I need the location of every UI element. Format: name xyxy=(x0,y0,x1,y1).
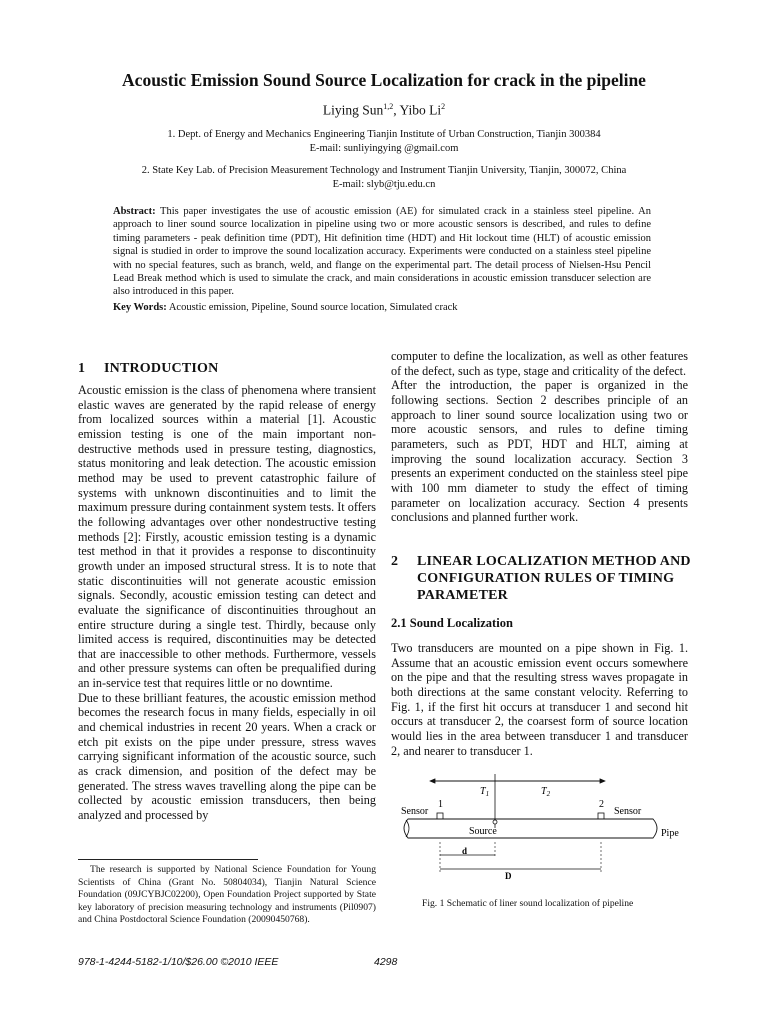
section-1-heading xyxy=(78,361,218,377)
keywords xyxy=(113,302,651,313)
author-1: Liying Sun xyxy=(322,102,384,118)
figure-1-diagram xyxy=(395,770,715,885)
affiliation-1 xyxy=(0,128,768,156)
subsection-2-1-text xyxy=(391,641,688,758)
intro-paragraph-2: Due to these brilliant features, the acoustic emission method becomes the research focus in many fields, especially in oil and chemical industries in recent 20 years. When a crack or etch pit exists on the pipe under pressure, stress waves carrying significant information of the acoustic source, such as crack dimension, and position of the defect may be generated. The stress waves travelling along the pipe can be collected by acoustic emission transducers, then being analyzed and processed by xyxy=(78,690,376,823)
subsection-2-1-heading: 2.1 Sound Localization xyxy=(391,616,513,630)
sensor-2 xyxy=(598,813,604,819)
right-column xyxy=(391,349,688,525)
affiliation-2-email: E-mail: slyb@tju.edu.cn xyxy=(332,179,436,190)
subsection-2-1-paragraph: Two transducers are mounted on a pipe shown in Fig. 1. Assume that an acoustic emission event occurs somewhere on the pipe and that the resulting stress waves propagate in both directions at the same constant velocity. Referring to Fig. 1, if the first hit occurs at transducer 1 and second hit occurs at transducer 2, the coarsest form of source location would lies in the area between transducer 1 and transducer 2, and nearer to transducer 1. xyxy=(391,641,688,758)
sensor-1 xyxy=(437,813,443,819)
section-2-title-line1: LINEAR LOCALIZATION METHOD AND xyxy=(417,554,691,569)
pipe-left-end xyxy=(406,820,409,837)
footer-page-number: 4298 xyxy=(374,956,398,968)
footer-isbn: 978-1-4244-5182-1/10/$26.00 ©2010 IEEE xyxy=(78,956,279,968)
footnote-rule xyxy=(78,859,258,860)
section-2-heading xyxy=(391,553,691,604)
source-point xyxy=(493,820,497,824)
author-separator: , xyxy=(393,102,400,118)
sensor-right-label: Sensor xyxy=(614,806,642,817)
affiliation-2-dept: 2. State Key Lab. of Precision Measurement Technology and Instrument Tianjin University, Tianjin, 300072, China xyxy=(141,165,627,176)
section-2-title-line2: CONFIGURATION RULES OF TIMING xyxy=(417,571,675,586)
affiliation-2 xyxy=(0,164,768,192)
author-2: Yibo Li xyxy=(399,102,442,118)
pipe-label: Pipe xyxy=(661,828,679,839)
figure-1-caption: Fig. 1 Schematic of liner sound localization of pipeline xyxy=(422,898,634,909)
sensor-2-number: 2 xyxy=(599,799,604,810)
d-label: d xyxy=(462,846,468,856)
sensor-left-label: Sensor xyxy=(401,806,429,817)
footnote: The research is supported by National Science Foundation for Young Scientists of China (Grant No. 50804034), Tianjin Natural Science Foundation (09JCYBJC02200), Open Foundation Project supported by State key laboratory of precision measuring technology and instruments (Pil0907) and China Postdoctoral Science Foundation (20090450768). xyxy=(78,864,376,926)
affiliation-1-dept: 1. Dept. of Energy and Mechanics Engineering Tianjin Institute of Urban Construction, Tianjin 300384 xyxy=(167,129,601,140)
paper-title: Acoustic Emission Sound Source Localization for crack in the pipeline xyxy=(122,70,646,90)
D-label: D xyxy=(505,871,512,881)
intro-paragraph-1: Acoustic emission is the class of phenomena where transient elastic waves are generated by the rapid release of energy from localized sources within a material [1]. Acoustic emission testing is one of the main important non-destructive methods used in pressure testing, diagnostics, status monitoring and leak detection. The acoustic emission method may be used to prevent catastrophic failure of systems with unknown discontinuities and to limit the maximum pressure during containment system tests. It offers the following advantages over other nondestructive testing methods [2]: Firstly, acoustic emission testing is a dynamic test method in that it provides a response to discontinuity growth under an imposed structural stress. It is to note that static discontinuities will not generate acoustic emission signals. Secondly, acoustic emission testing can detect and evaluate the significance of discontinuities throughout an entire structure during a single test. Thirdly, because only limited access is required, discontinuities may be detected that are inaccessible to other methods. Furthermore, vessels and other pressure systems can often be prequalified during an in-service test that requires little or no downtime. xyxy=(78,383,376,691)
keywords-label: Key Words: xyxy=(113,302,167,313)
abstract xyxy=(113,205,651,299)
section-1-title: INTRODUCTION xyxy=(104,361,219,376)
sensor-1-number: 1 xyxy=(438,799,443,810)
authors xyxy=(0,102,768,119)
keywords-text: Acoustic emission, Pipeline, Sound source location, Simulated crack xyxy=(168,302,458,313)
affiliation-1-email: E-mail: sunliyingying @gmail.com xyxy=(309,143,459,154)
left-column xyxy=(78,383,376,823)
t2-label: $T_2$ xyxy=(541,786,551,798)
intro-paragraph-4: After the introduction, the paper is organized in the following sections. Section 2 describes principle of an approach to liner sound source localization using two or more acoustic sensors, and rules to define timing parameters, such as PDT, HDT and HLT, aiming at improving the sound localization accuracy. Section 3 presents an experiment conducted on the stainless steel pipe with 100 mm diameter to study the effect of timing parameter on localization accuracy. Section 4 presents conclusions and planned further work. xyxy=(391,378,688,525)
pipe-body xyxy=(404,819,657,838)
author-1-affil: 1,2 xyxy=(383,102,394,111)
intro-paragraph-3: computer to define the localization, as well as other features of the defect, such as type, stage and criticality of the defect. xyxy=(391,349,688,378)
abstract-label: Abstract: xyxy=(113,206,156,217)
source-label: Source xyxy=(469,826,497,837)
section-1-number: 1 xyxy=(78,361,86,376)
abstract-text: This paper investigates the use of acoustic emission (AE) for simulated crack in a stainless steel pipeline. An approach to liner sound source localization in pipeline using two or more acoustic sensors is described, and rules to define timing parameters - peak definition time (PDT), Hit definition time (HDT) and Hit lockout time (HLT) of acoustic emission signal is studied in order to improve the sound localization accuracy. Experiments were conducted on a stainless steel pipeline with no special features, such as branch, weld, and flange on the experimental part. The detail process of Nielsen-Hsu Pencil Lead Break method which is used to simulate the crack, and main considerations in acoustic emission transducer selection are also introduced in this paper. xyxy=(113,206,651,298)
author-2-affil: 2 xyxy=(441,102,446,111)
t1-label: $T_1$ xyxy=(480,786,490,798)
section-2-number: 2 xyxy=(391,554,399,569)
section-2-title-line3: PARAMETER xyxy=(417,588,508,603)
